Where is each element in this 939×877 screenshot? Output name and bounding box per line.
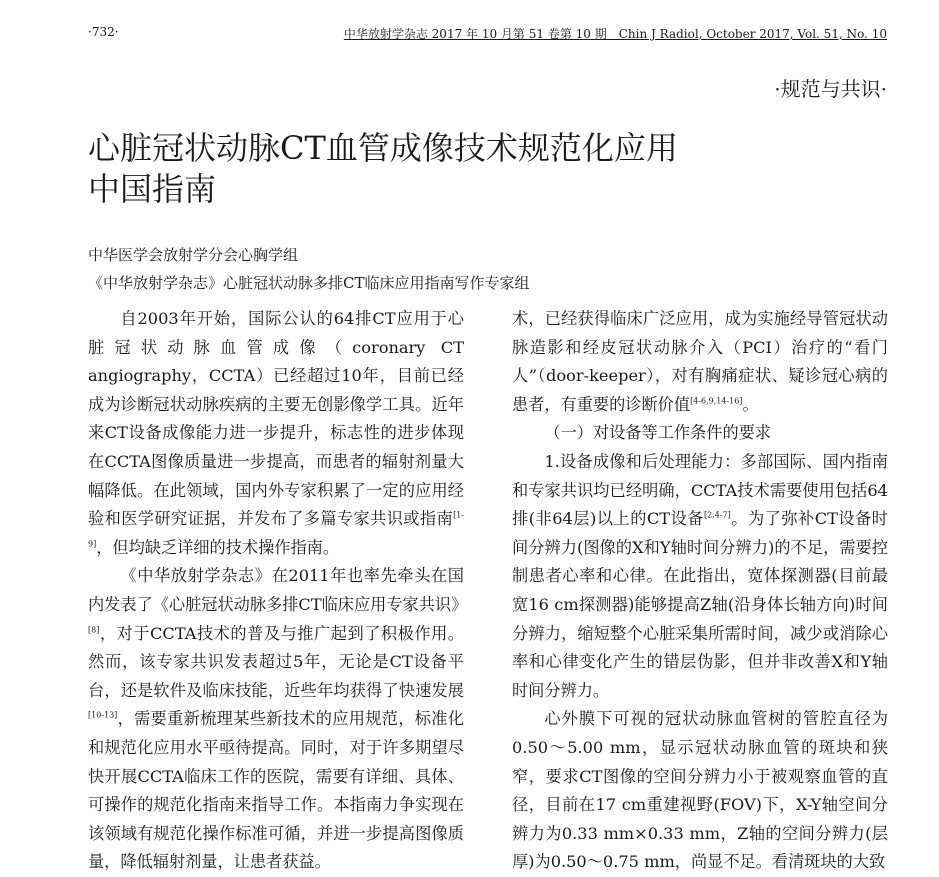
left-p2-text: 《中华放射学杂志》在2011年也率先牵头在国内发表了《心脏冠状动脉多排CT临床应用专家共识》 [88,566,468,614]
right-p1-text: 术，已经获得临床广泛应用，成为实施经导管冠状动脉造影和经皮冠状动脉介入（PCI）治疗的“看门人”（door-keeper），对有胸痛症状、疑诊冠心病的患者，有重要的诊断价值 [512,309,888,414]
right-column [512,305,888,877]
left-column [88,305,468,877]
left-p1-text-end: ，但均缺乏详细的技术操作指南。 [96,537,340,557]
right-p1-text-end: 。 [742,394,759,414]
author-line-2: 《中华放射学杂志》心脏冠状动脉多排CT临床应用指南写作专家组 [88,274,530,292]
article-title-line-1: 心脏冠状动脉CT血管成像技术规范化应用 [88,129,678,167]
page-number: ·732· [88,25,119,39]
citation-ref: [2,4-7] [703,510,731,520]
left-paragraph-2 [88,562,468,877]
left-p1-text: 自2003年开始，国际公认的64排CT应用于心脏冠状动脉血管成像（coronary CT angiography，CCTA）已经超过10年，目前已经成为诊断冠状动脉疾病的主要无创影像学工具。近年来CT设备成像能力进一步提升，标志性的进步体现在CCTA图像质量进一步提高，而患者的辐射剂量大幅降低。在此领域，国内外专家积累了一定的应用经验和医学研究证据，并发布了多篇专家共识或指南 [88,309,464,529]
citation-ref: [4-6,9,14-16] [690,396,743,406]
author-line-1: 中华医学会放射学分会心胸学组 [88,246,299,264]
right-paragraph-2 [512,448,888,705]
right-p2-text: 1.设备成像和后处理能力：多部国际、国内指南和专家共识均已经明确，CCTA技术需要使用包括64排(非64层)以上的CT设备 [512,451,888,529]
author-block [88,241,530,297]
section-heading: （一）对设备等工作条件的要求 [544,423,772,443]
citation-ref: [10-13] [88,710,118,720]
citation-ref: [8] [88,625,100,635]
right-paragraph-3: 心外膜下可视的冠状动脉血管树的管腔直径为0.50～5.00 mm，显示冠状动脉血管的斑块和狭窄，要求CT图像的空间分辨力小于被观察血管的直径，目前在17 cm重建视野(FOV)下，X-Y轴空间分辨力为0.33 mm×0.33 mm，Z轴的空间分辨力(层厚)为0.50～0.75 mm，尚显不足。看清斑块的大致 [512,709,888,872]
right-p2-text-end: 。为了弥补CT设备时间分辨力(图像的X和Y轴时间分辨力)的不足，需要控制患者心率和心律。在此指出，宽体探测器(目前最宽16 cm探测器)能够提高Z轴(沿身体长轴方向)时间分辨力，缩短整个心脏采集所需时间，减少或消除心率和心律变化产生的错层伪影，但并非改善X和Y轴时间分辨力。 [512,509,888,700]
article-title-line-2: 中国指南 [88,170,217,208]
citation-ref: [1-9] [88,510,464,549]
left-paragraph-1 [88,305,464,562]
section-tag: ·规范与共识· [774,77,887,101]
article-title [88,128,678,210]
left-p2-text-mid: ，对于CCTA技术的普及与推广起到了积极作用。然而，该专家共识发表超过5年，无论是CT设备平台，还是软件及临床技能，近些年均获得了快速发展 [88,623,464,700]
left-p2-text-end: ，需要重新梳理某些新技术的应用规范，标准化和规范化应用水平亟待提高。同时，对于许多期望尽快开展CCTA临床工作的医院，需要有详细、具体、可操作的规范化指南来指导工作。本指南力争实现在该领域有规范化操作标准可循，并进一步提高图像质量，降低辐射剂量，让患者获益。 [88,709,464,872]
right-paragraph-1 [512,305,888,419]
journal-header: 中华放射学杂志 2017 年 10 月第 51 卷第 10 期 Chin J Radiol, October 2017, Vol. 51, No. 10 [343,27,887,41]
